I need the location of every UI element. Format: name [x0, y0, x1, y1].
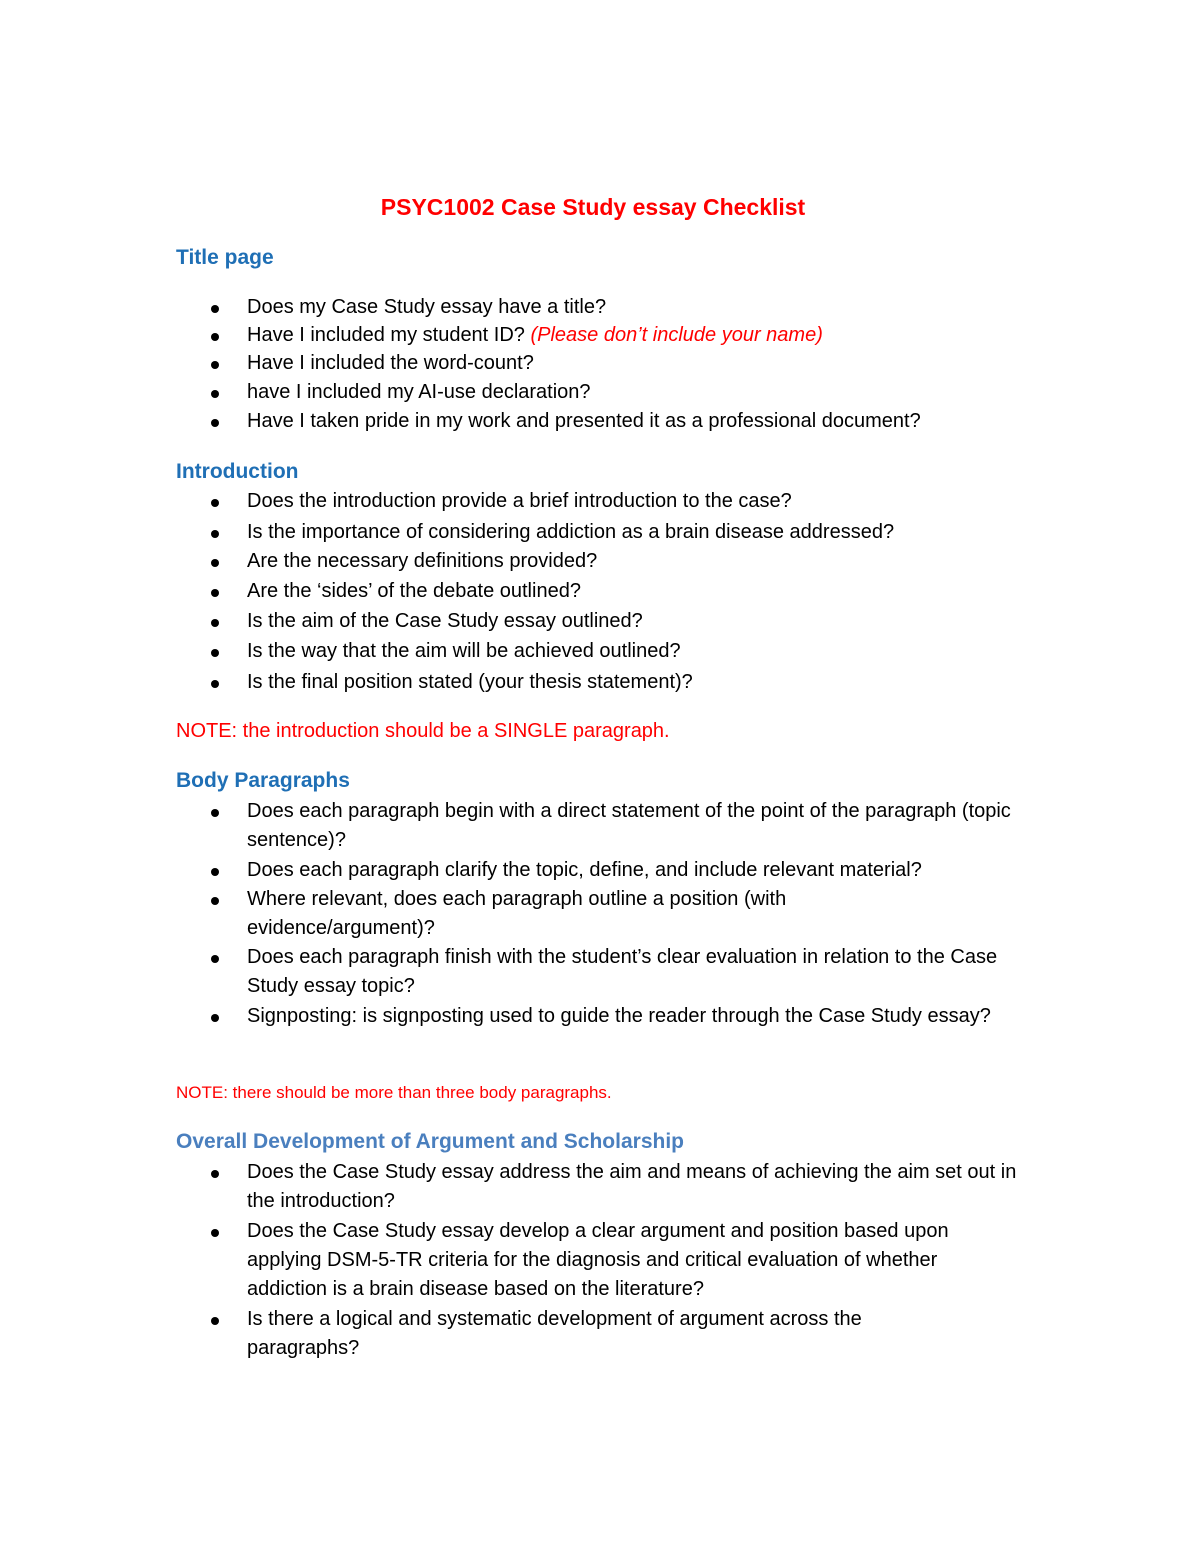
bullet-icon: [211, 361, 219, 369]
list-item-text: have I included my AI-use declaration?: [247, 381, 591, 403]
bullet-icon: [211, 955, 219, 963]
list-item-text: Does my Case Study essay have a title?: [247, 296, 607, 318]
section-heading-body-paragraphs: Body Paragraphs: [176, 769, 350, 792]
body-paragraphs-note: NOTE: there should be more than three body paragraphs.: [176, 1083, 612, 1102]
list-item-text: Have I taken pride in my work and presented it as a professional document?: [247, 410, 921, 432]
list-item-text: Where relevant, does each paragraph outline a position (with evidence/argument)?: [247, 888, 787, 939]
list-item-text: Does the Case Study essay address the aim and means of achieving the aim set out in the introduction?: [247, 1161, 1017, 1212]
bullet-icon: [211, 897, 219, 905]
bullet-icon: [211, 333, 219, 341]
list-item-text: [247, 321, 1047, 350]
bullet-icon: [211, 305, 219, 313]
bullet-icon: [211, 1170, 219, 1178]
list-item-text: Does the introduction provide a brief introduction to the case?: [247, 490, 792, 512]
student-id-note: (Please don’t include your name): [530, 324, 823, 346]
list-item-text: Are the ‘sides’ of the debate outlined?: [247, 580, 581, 602]
section-heading-introduction: Introduction: [176, 460, 299, 483]
list-item-text: Have I included the word-count?: [247, 352, 534, 374]
list-item-text: Is the importance of considering addiction as a brain disease addressed?: [247, 521, 895, 543]
bullet-icon: [211, 419, 219, 427]
list-item-text: Does the Case Study essay develop a clear argument and position based upon applying DSM-5-TR criteria for the diagnosis and critical evaluation of whether addiction is a brain disease based on the literature?: [247, 1220, 949, 1300]
bullet-icon: [211, 1229, 219, 1237]
bullet-icon: [211, 559, 219, 567]
list-item-text: Does each paragraph finish with the student’s clear evaluation in relation to the Case Study essay topic?: [247, 946, 998, 997]
bullet-icon: [211, 390, 219, 398]
bullet-icon: [211, 1014, 219, 1022]
bullet-icon: [211, 868, 219, 876]
student-id-question: Have I included my student ID?: [247, 324, 525, 346]
list-item-text: Is there a logical and systematic development of argument across the paragraphs?: [247, 1308, 862, 1359]
bullet-icon: [211, 530, 219, 538]
bullet-icon: [211, 809, 219, 817]
bullet-icon: [211, 499, 219, 507]
introduction-note: NOTE: the introduction should be a SINGLE paragraph.: [176, 720, 670, 742]
document-title: PSYC1002 Case Study essay Checklist: [380, 194, 806, 220]
list-item-text: Is the final position stated (your thesis statement)?: [247, 671, 693, 693]
list-item-text: Is the aim of the Case Study essay outlined?: [247, 610, 643, 632]
bullet-icon: [211, 589, 219, 597]
section-heading-title-page: Title page: [176, 246, 274, 269]
list-item-text: Is the way that the aim will be achieved outlined?: [247, 640, 681, 662]
list-item-text: Are the necessary definitions provided?: [247, 550, 598, 572]
list-item-text: Signposting: is signposting used to guide the reader through the Case Study essay?: [247, 1005, 991, 1027]
list-item-text: Does each paragraph begin with a direct statement of the point of the paragraph (topic sentence)?: [247, 800, 1011, 851]
bullet-icon: [211, 1317, 219, 1325]
section-heading-overall-development: Overall Development of Argument and Scholarship: [176, 1130, 684, 1153]
bullet-icon: [211, 649, 219, 657]
list-item-text: Does each paragraph clarify the topic, define, and include relevant material?: [247, 859, 922, 881]
bullet-icon: [211, 619, 219, 627]
bullet-icon: [211, 680, 219, 688]
